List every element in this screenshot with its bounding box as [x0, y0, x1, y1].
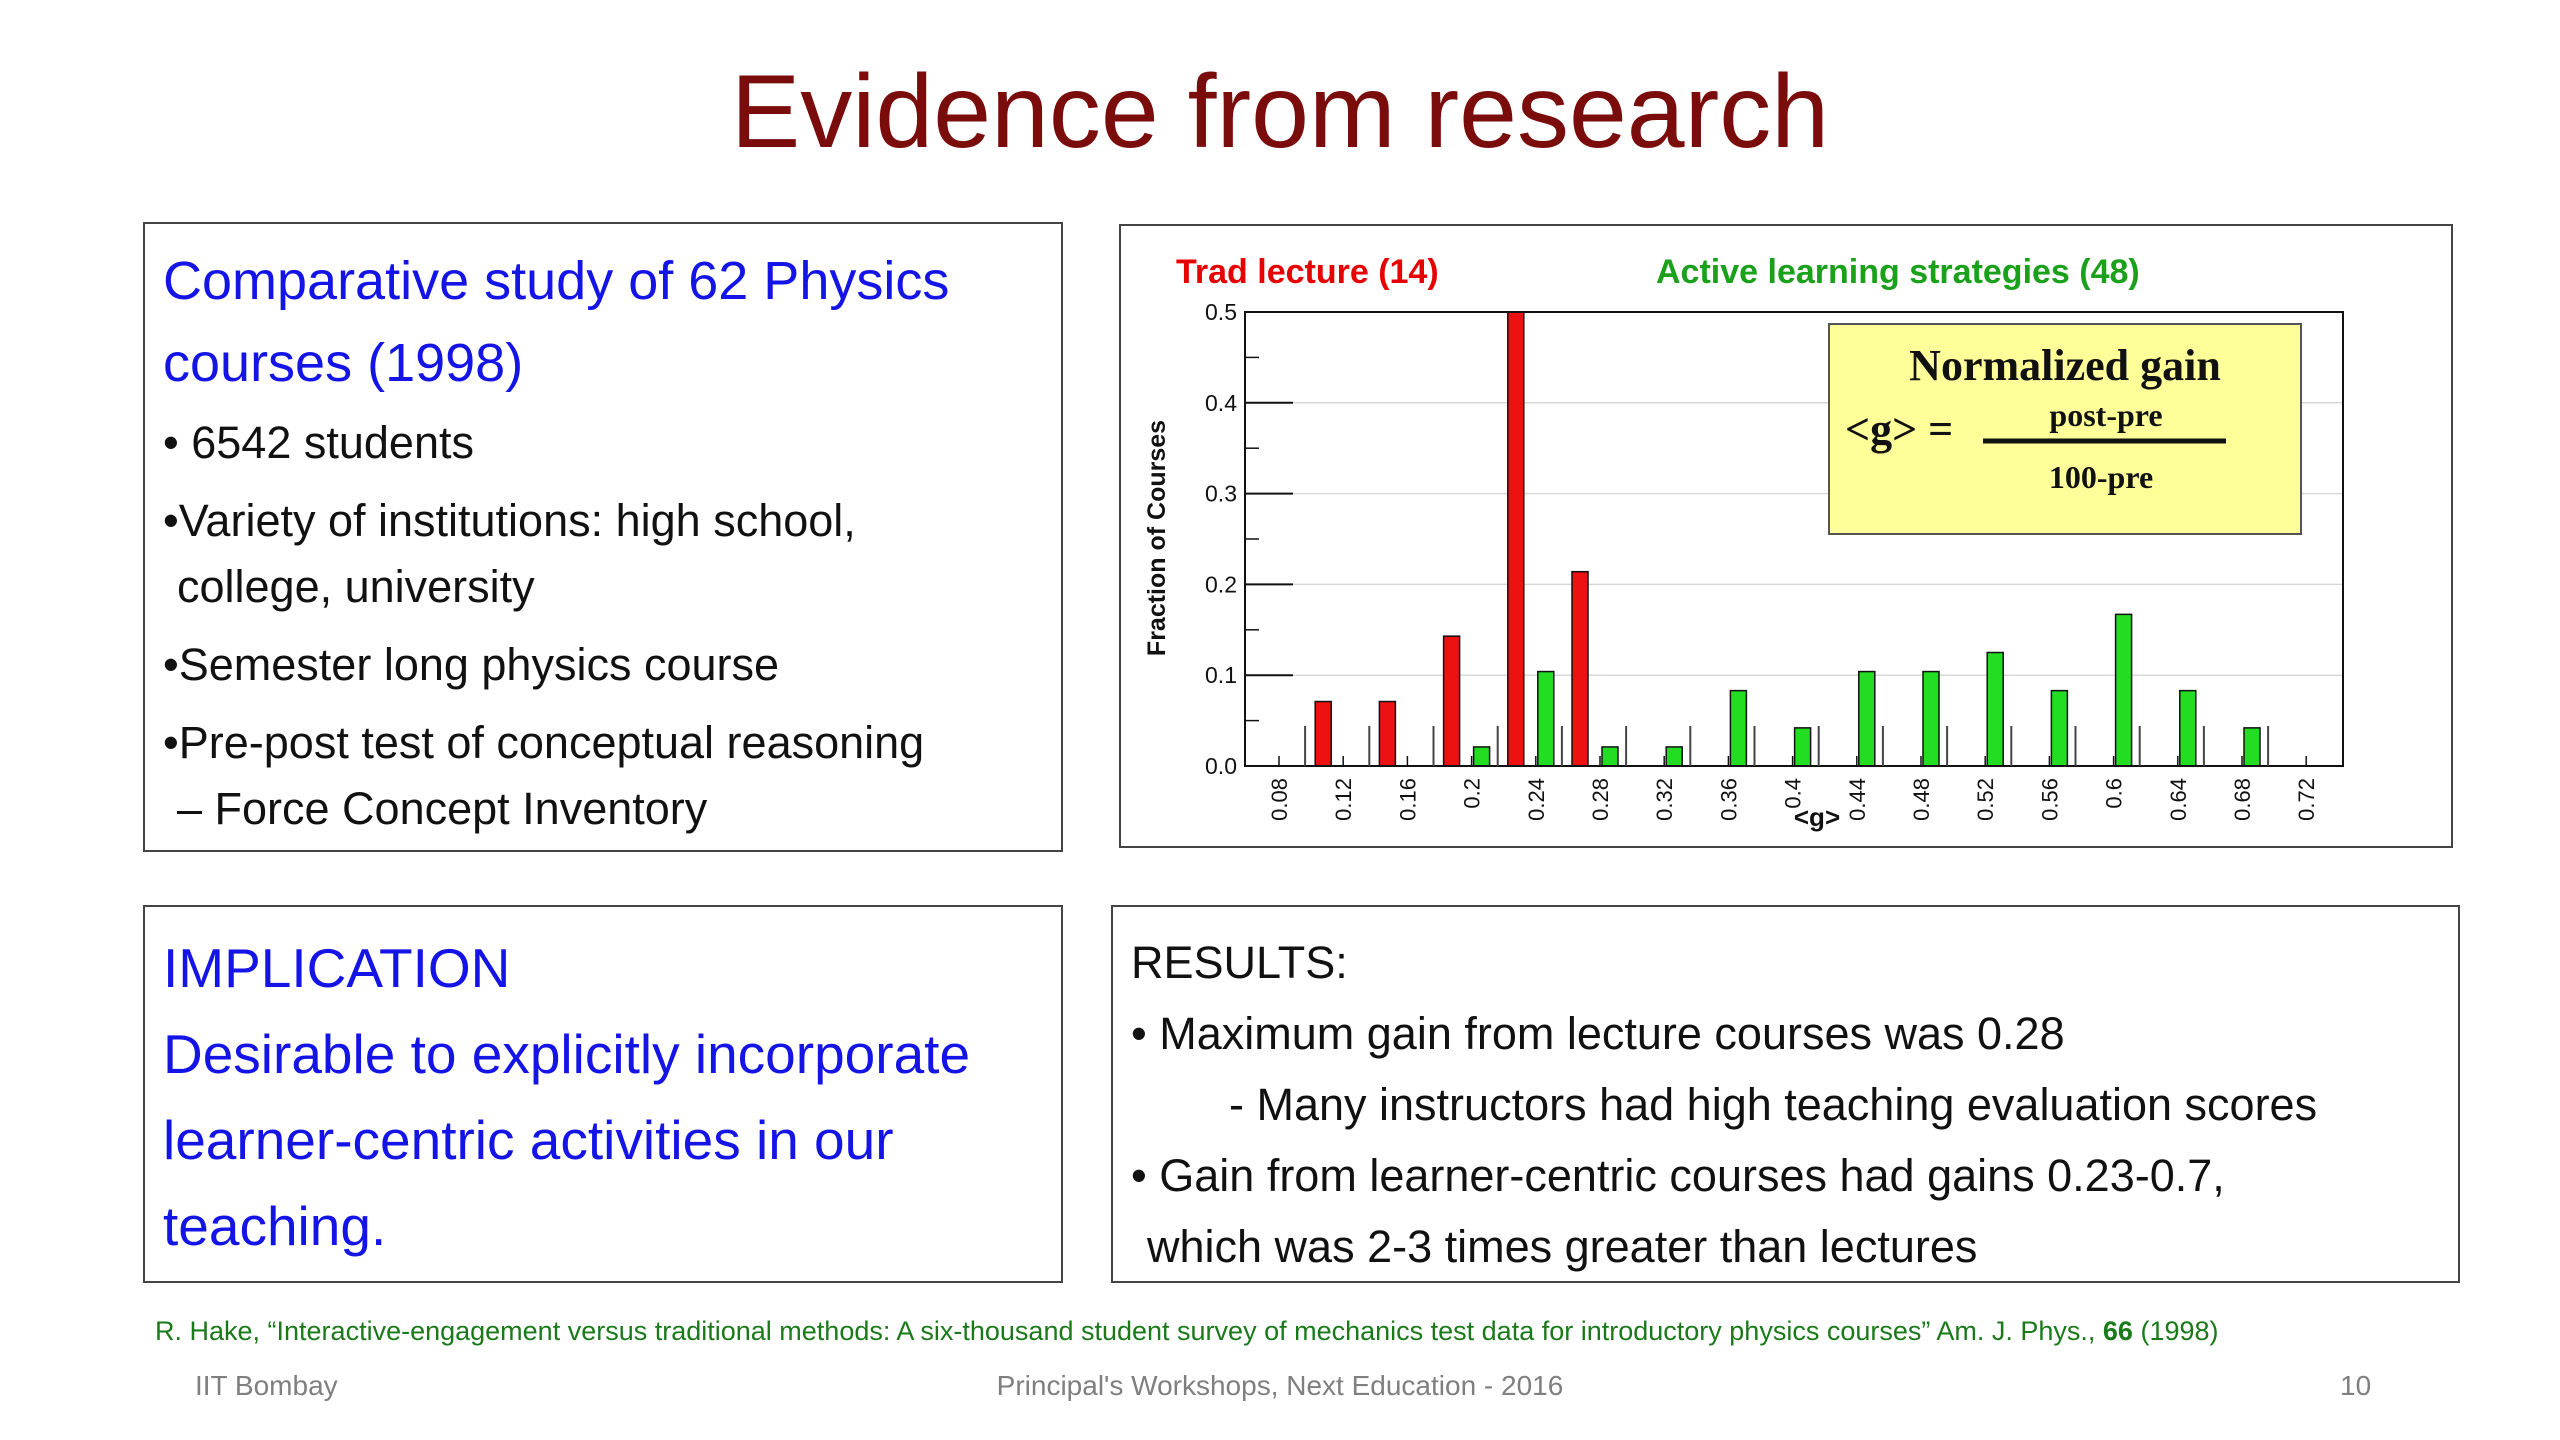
footer-institution: IIT Bombay [195, 1370, 338, 1401]
active-bar [2244, 728, 2260, 766]
trad-bar [1315, 702, 1331, 766]
x-axis-label: <g> [1793, 802, 1841, 832]
results-line1: • Maximum gain from lecture courses was 0.28 [1131, 1008, 2065, 1059]
results-label: RESULTS: [1131, 937, 1348, 988]
x-tick-label: 0.36 [1716, 778, 1742, 821]
bullet-semester [163, 632, 1043, 698]
active-bar [1666, 747, 1682, 766]
histogram-box [1119, 224, 2453, 848]
bullet-semester-text: •Semester long physics course [163, 639, 780, 690]
x-tick-label: 0.24 [1523, 778, 1549, 821]
results-line3: • Gain from learner-centric courses had gains 0.23-0.7, [1131, 1150, 2225, 1201]
active-bar [2180, 691, 2196, 766]
footer-page-number: 10 [2340, 1370, 2372, 1401]
x-tick-label: 0.64 [2165, 778, 2191, 821]
active-bar [1987, 653, 2003, 767]
implication-box [143, 905, 1063, 1283]
citation-text: R. Hake, “Interactive-engagement versus traditional methods: A six-thousand student survey of mechanics test data for introductory physics courses” Am. J. Phys., [155, 1316, 2103, 1346]
implication-line3: teaching. [163, 1195, 387, 1257]
x-tick-label: 0.56 [2037, 778, 2063, 821]
x-tick-label: 0.44 [1844, 778, 1870, 821]
x-tick-label: 0.6 [2101, 778, 2127, 809]
bullet-prepost-line2: – Force Concept Inventory [177, 783, 708, 834]
footer-event: Principal's Workshops, Next Education - 2016 [996, 1370, 1564, 1401]
results-line2: - Many instructors had high teaching evaluation scores [1229, 1079, 2318, 1130]
study-heading [163, 240, 1043, 404]
implication-label: IMPLICATION [163, 937, 511, 999]
active-bar [2051, 691, 2067, 766]
x-tick-label: 0.2 [1459, 778, 1485, 809]
citation-volume: 66 [2102, 1316, 2133, 1346]
bullet-students-text: • 6542 students [163, 417, 474, 468]
implication-line2: learner-centric activities in our [163, 1109, 894, 1171]
active-bar [1859, 672, 1875, 766]
slide-title: Evidence from research [730, 54, 1830, 170]
bullet-prepost-line1: •Pre-post test of conceptual reasoning [163, 717, 925, 768]
citation-year: (1998) [2132, 1316, 2219, 1346]
active-bar [1602, 747, 1618, 766]
active-bar [2116, 614, 2132, 766]
formula-lhs: <g> = [1845, 405, 1954, 454]
active-bar [1538, 672, 1554, 766]
bullet-students [163, 410, 1043, 476]
x-tick-label: 0.72 [2294, 778, 2320, 821]
y-tick-label: 0.0 [1205, 753, 1237, 779]
active-bar [1474, 747, 1490, 766]
x-tick-label: 0.68 [2230, 778, 2255, 821]
results-box [1111, 905, 2460, 1283]
y-axis-label: Fraction of Courses [1143, 419, 1171, 657]
x-tick-label: 0.12 [1331, 778, 1357, 821]
bullet-institutions-line2: college, university [177, 561, 535, 612]
x-tick-label: 0.52 [1973, 778, 1999, 821]
bullet-prepost [163, 710, 1043, 842]
normalized-gain-histogram [1121, 226, 2451, 846]
y-tick-label: 0.5 [1205, 299, 1237, 325]
implication-line1: Desirable to explicitly incorporate [163, 1023, 971, 1085]
formula-denominator: 100-pre [2048, 459, 2154, 495]
formula-title: Normalized gain [1909, 341, 2221, 390]
legend-trad-lecture: Trad lecture (14) [1176, 253, 1439, 291]
active-bar [1730, 691, 1746, 766]
formula-numerator: post-pre [2049, 397, 2163, 433]
trad-bar [1508, 312, 1524, 766]
trad-bar [1572, 572, 1588, 766]
y-tick-label: 0.3 [1205, 480, 1237, 507]
study-summary-box [143, 222, 1063, 852]
study-heading-line2: courses (1998) [163, 333, 524, 393]
x-tick-label: 0.08 [1267, 778, 1292, 821]
x-tick-label: 0.32 [1652, 778, 1678, 821]
trad-bar [1444, 636, 1460, 766]
bullet-institutions [163, 488, 1043, 620]
trad-bar [1379, 702, 1395, 766]
x-tick-label: 0.28 [1588, 778, 1613, 821]
y-tick-label: 0.1 [1205, 662, 1237, 689]
legend-active-learning: Active learning strategies (48) [1656, 253, 2140, 291]
study-bullets [163, 410, 1043, 842]
y-tick-label: 0.4 [1205, 389, 1237, 416]
x-tick-label: 0.16 [1395, 778, 1421, 821]
x-tick-label: 0.4 [1780, 778, 1806, 809]
y-tick-label: 0.2 [1205, 571, 1237, 598]
active-bar [1795, 728, 1811, 766]
citation [155, 1316, 2219, 1347]
results-line4: which was 2-3 times greater than lectures [1147, 1221, 1978, 1272]
bullet-institutions-line1: •Variety of institutions: high school, [163, 495, 856, 546]
x-tick-label: 0.48 [1909, 778, 1934, 821]
study-heading-line1: Comparative study of 62 Physics [163, 251, 950, 311]
formula-box [1829, 324, 2301, 534]
active-bar [1923, 672, 1939, 766]
